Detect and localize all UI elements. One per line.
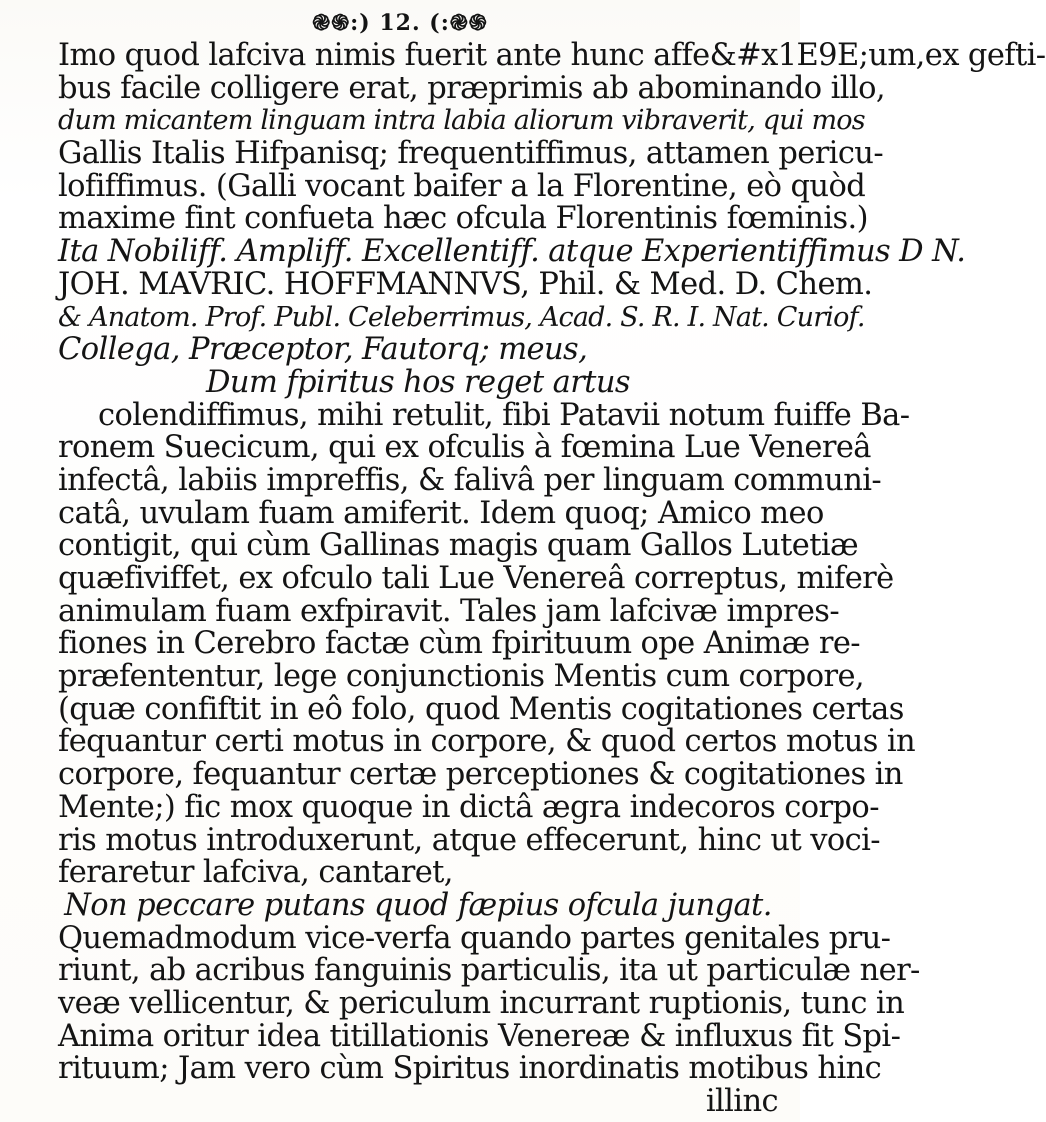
text-line: feraretur lafciva, cantaret, [58, 855, 453, 891]
text-line: ronem Suecicum, qui ex ofculis à fœmina Lue Venereâ [58, 430, 871, 466]
text-line: dum micantem linguam intra labia aliorum vibraverit, qui mos [58, 105, 865, 137]
text-line: quæfiviffet, ex ofculo tali Lue Venereâ correptus, miferè [58, 561, 894, 596]
text-line: lofiffimus. (Galli vocant baifer a la Florentine, eò quòd [58, 168, 866, 204]
text-line: & Anatom. Prof. Publ. Celeberrimus, Acad. S. R. I. Nat. Curiof. [58, 301, 865, 333]
page-header: ֎֍:) 12. (:֎֍ [312, 10, 488, 36]
text-line: Non peccare putans quod fæpius ofcula jungat. [64, 887, 772, 923]
text-line: Quemadmodum vice-verfa quando partes genitales pru- [58, 920, 891, 956]
text-line: infectâ, labiis impreffis, & falivâ per linguam communi- [58, 462, 882, 498]
text-line: Dum fpiritus hos reget artus [206, 364, 630, 400]
text-line: JOH. MAVRIC. HOFFMANNVS, Phil. & Med. D. Chem. [58, 266, 873, 302]
text-line: colendiffimus, mihi retulit, fibi Patavii notum fuiffe Ba- [98, 397, 910, 433]
text-line: ris motus introduxerunt, atque effecerunt, hinc ut voci- [58, 822, 880, 858]
text-line: maxime fint confueta hæc ofcula Florentinis fœminis.) [58, 201, 868, 237]
text-line: Anima oritur idea titillationis Venereæ & influxus fit Spi- [58, 1018, 901, 1054]
text-line: corpore, fequantur certæ perceptiones & cogitationes in [58, 757, 903, 793]
catchword: illinc [705, 1084, 778, 1119]
text-line: animulam fuam exfpiravit. Tales jam lafcivæ impres- [58, 593, 840, 629]
text-line: Imo quod lafciva nimis fuerit ante hunc affe&#x1E9E;um,ex gefti- [58, 38, 1046, 73]
text-line: fiones in Cerebro factæ cùm fpirituum ope Animæ re- [58, 626, 860, 662]
text-line: veæ vellicentur, & periculum incurrant ruptionis, tunc in [58, 985, 905, 1021]
text-line: riunt, ab acribus fanguinis particulis, ita ut particulæ ner- [58, 953, 920, 989]
text-line: Collega, Præceptor, Fautorq; meus, [58, 332, 588, 368]
body-text [58, 38, 1046, 1119]
text-line: præfententur, lege conjunctionis Mentis cum corpore, [58, 659, 864, 695]
text-line: catâ, uvulam fuam amiferit. Idem quoq; Amico meo [58, 495, 824, 531]
text-line: contigit, qui cùm Gallinas magis quam Gallos Lutetiæ [58, 528, 859, 564]
text-line: fequantur certi motus in corpore, & quod certos motus in [58, 724, 916, 760]
text-line: rituum; Jam vero cùm Spiritus inordinatis motibus hinc [58, 1051, 882, 1087]
text-line: Gallis Italis Hifpanisq; frequentiffimus, attamen pericu- [58, 136, 884, 172]
text-line: bus facile colligere erat, præprimis ab abominando illo, [58, 70, 885, 106]
text-line: (quæ confiftit in eô folo, quod Mentis cogitationes certas [58, 691, 904, 727]
text-line: Mente;) fic mox quoque in dictâ ægra indecoros corpo- [58, 789, 879, 825]
text-line: Ita Nobiliff. Ampliff. Excellentiff. atque Experientiffimus D N. [58, 234, 966, 270]
